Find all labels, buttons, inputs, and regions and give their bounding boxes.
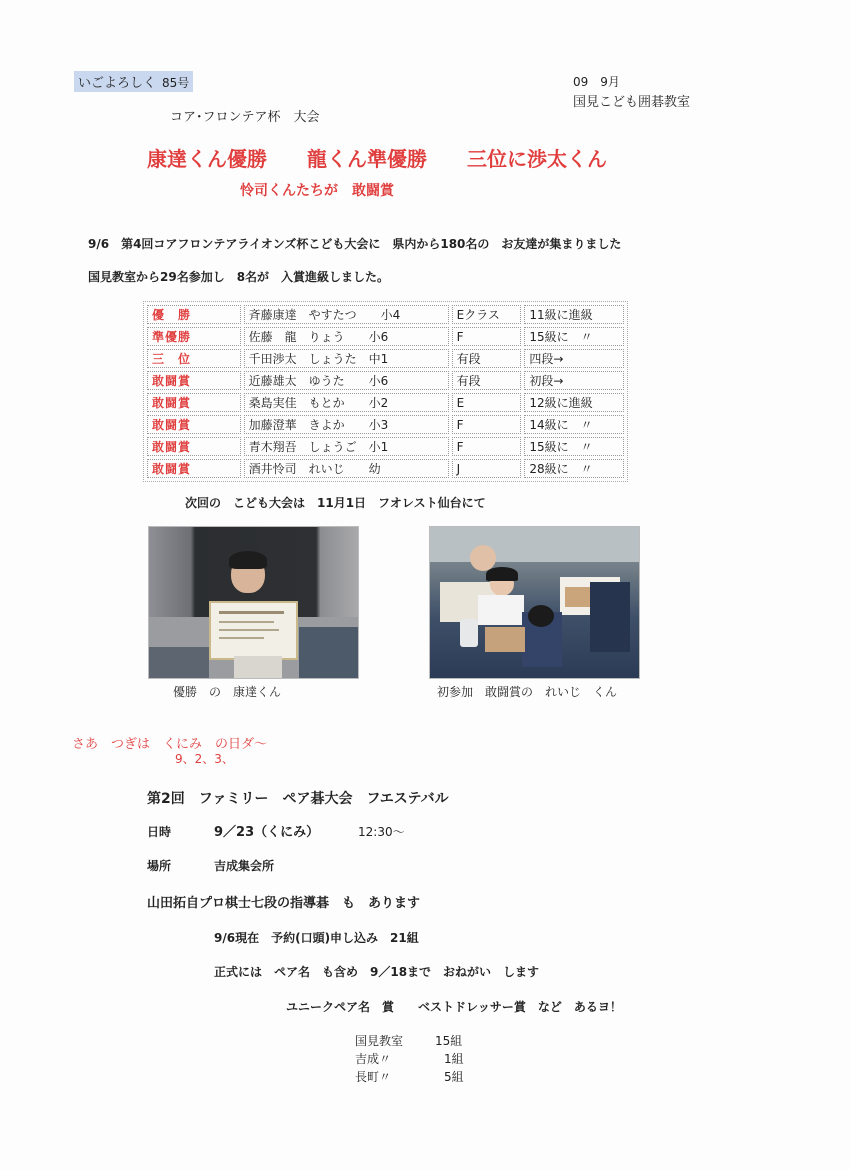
pair-count-row bbox=[355, 1050, 464, 1068]
result-status: 12級に進級 bbox=[524, 393, 624, 412]
pair-go-place-label: 場所 bbox=[147, 859, 172, 873]
result-class: J bbox=[452, 459, 522, 478]
photo-caption-winner: 優勝 の 康達くん bbox=[173, 685, 282, 699]
result-row bbox=[147, 437, 624, 456]
result-row bbox=[147, 393, 624, 412]
pair-go-title: 第2回 ファミリー ペア碁大会 フエステバル bbox=[147, 791, 449, 807]
result-name: 佐藤 龍 りょう 小6 bbox=[244, 327, 449, 346]
result-class: 有段 bbox=[452, 371, 522, 390]
result-name: 青木翔吾 しょうご 小1 bbox=[244, 437, 449, 456]
headline: 康達くん優勝 龍くん準優勝 三位に渉太くん bbox=[147, 147, 607, 171]
result-status: 四段→ bbox=[524, 349, 624, 368]
pair-count-value: 1組 bbox=[444, 1052, 464, 1066]
result-row bbox=[147, 327, 624, 346]
result-status: 15級に 〃 bbox=[524, 437, 624, 456]
pair-count-value: 5組 bbox=[444, 1070, 464, 1084]
pair-go-time: 12:30〜 bbox=[358, 825, 405, 839]
result-name: 加藤澄華 きよか 小3 bbox=[244, 415, 449, 434]
result-name: 酒井怜司 れいじ 幼 bbox=[244, 459, 449, 478]
pair-go-deadline: 正式には ペア名 も含め 9／18まで おねがい します bbox=[214, 965, 540, 979]
result-award: 敢闘賞 bbox=[147, 459, 241, 478]
issue-date: 09 9月 bbox=[573, 75, 620, 89]
result-status: 11級に進級 bbox=[524, 305, 624, 324]
result-row bbox=[147, 349, 624, 368]
result-row bbox=[147, 305, 624, 324]
pair-go-place: 吉成集会所 bbox=[214, 859, 275, 873]
result-award: 敢闘賞 bbox=[147, 437, 241, 456]
photo-go-room bbox=[429, 526, 640, 679]
result-class: F bbox=[452, 415, 522, 434]
kunimi-day-line-2: 9、2、3、 bbox=[175, 752, 234, 766]
pair-count-place: 吉成〃 bbox=[355, 1052, 392, 1066]
result-name: 桑島実佳 もとか 小2 bbox=[244, 393, 449, 412]
pair-go-teaching: 山田拓自プロ棋士七段の指導碁 も あります bbox=[147, 896, 421, 911]
result-award: 敢闘賞 bbox=[147, 371, 241, 390]
result-name: 千田渉太 しょうた 中1 bbox=[244, 349, 449, 368]
newsletter-title: いごよろしく bbox=[78, 76, 157, 91]
result-award: 三 位 bbox=[147, 349, 241, 368]
result-class: 有段 bbox=[452, 349, 522, 368]
result-class: E bbox=[452, 393, 522, 412]
newsletter-title-badge bbox=[74, 71, 193, 92]
result-name: 斉藤康達 やすたつ 小4 bbox=[244, 305, 449, 324]
photo-caption-reiji: 初参加 敢闘賞の れいじ くん bbox=[437, 685, 618, 699]
organization-name: 国見こども囲碁教室 bbox=[573, 95, 691, 110]
pair-count-value: 15組 bbox=[435, 1034, 463, 1048]
result-row bbox=[147, 459, 624, 478]
result-award: 準優勝 bbox=[147, 327, 241, 346]
intro-line-1: 9/6 第4回コアフロンテアライオンズ杯こども大会に 県内から180名の お友達が集まりました bbox=[88, 237, 622, 251]
pair-count-place: 国見教室 bbox=[355, 1034, 404, 1048]
pair-go-date-label: 日時 bbox=[147, 825, 172, 839]
subheadline: 怜司くんたちが 敢闘賞 bbox=[240, 183, 394, 199]
intro-line-2: 国見教室から29名参加し 8名が 入賞進級しました。 bbox=[88, 270, 390, 284]
kunimi-day-line-1: さあ つぎは くにみ の日ダ〜 bbox=[72, 737, 268, 752]
pair-count-place: 長町〃 bbox=[355, 1070, 392, 1084]
next-event: 次回の こども大会は 11月1日 フオレスト仙台にて bbox=[185, 496, 486, 510]
results-table bbox=[143, 301, 628, 482]
result-row bbox=[147, 371, 624, 390]
event-name: コア･フロンテア杯 大会 bbox=[170, 110, 320, 125]
pair-go-status: 9/6現在 予約(口頭)申し込み 21組 bbox=[214, 931, 419, 945]
result-award: 優 勝 bbox=[147, 305, 241, 324]
result-name: 近藤雄太 ゆうた 小6 bbox=[244, 371, 449, 390]
result-row bbox=[147, 415, 624, 434]
result-award: 敢闘賞 bbox=[147, 415, 241, 434]
result-status: 15級に 〃 bbox=[524, 327, 624, 346]
result-status: 28級に 〃 bbox=[524, 459, 624, 478]
pair-go-awards: ユニークペア名 賞 ベストドレッサー賞 など あるヨ！ bbox=[286, 1000, 622, 1014]
pair-count-list bbox=[355, 1032, 464, 1086]
pair-count-row bbox=[355, 1068, 464, 1086]
result-class: F bbox=[452, 327, 522, 346]
pair-count-row bbox=[355, 1032, 464, 1050]
result-status: 初段→ bbox=[524, 371, 624, 390]
result-award: 敢闘賞 bbox=[147, 393, 241, 412]
result-class: F bbox=[452, 437, 522, 456]
pair-go-date: 9／23（くにみ） bbox=[214, 825, 320, 840]
issue-number: 85号 bbox=[162, 76, 190, 90]
result-class: Eクラス bbox=[452, 305, 522, 324]
photo-winner bbox=[148, 526, 359, 679]
result-status: 14級に 〃 bbox=[524, 415, 624, 434]
